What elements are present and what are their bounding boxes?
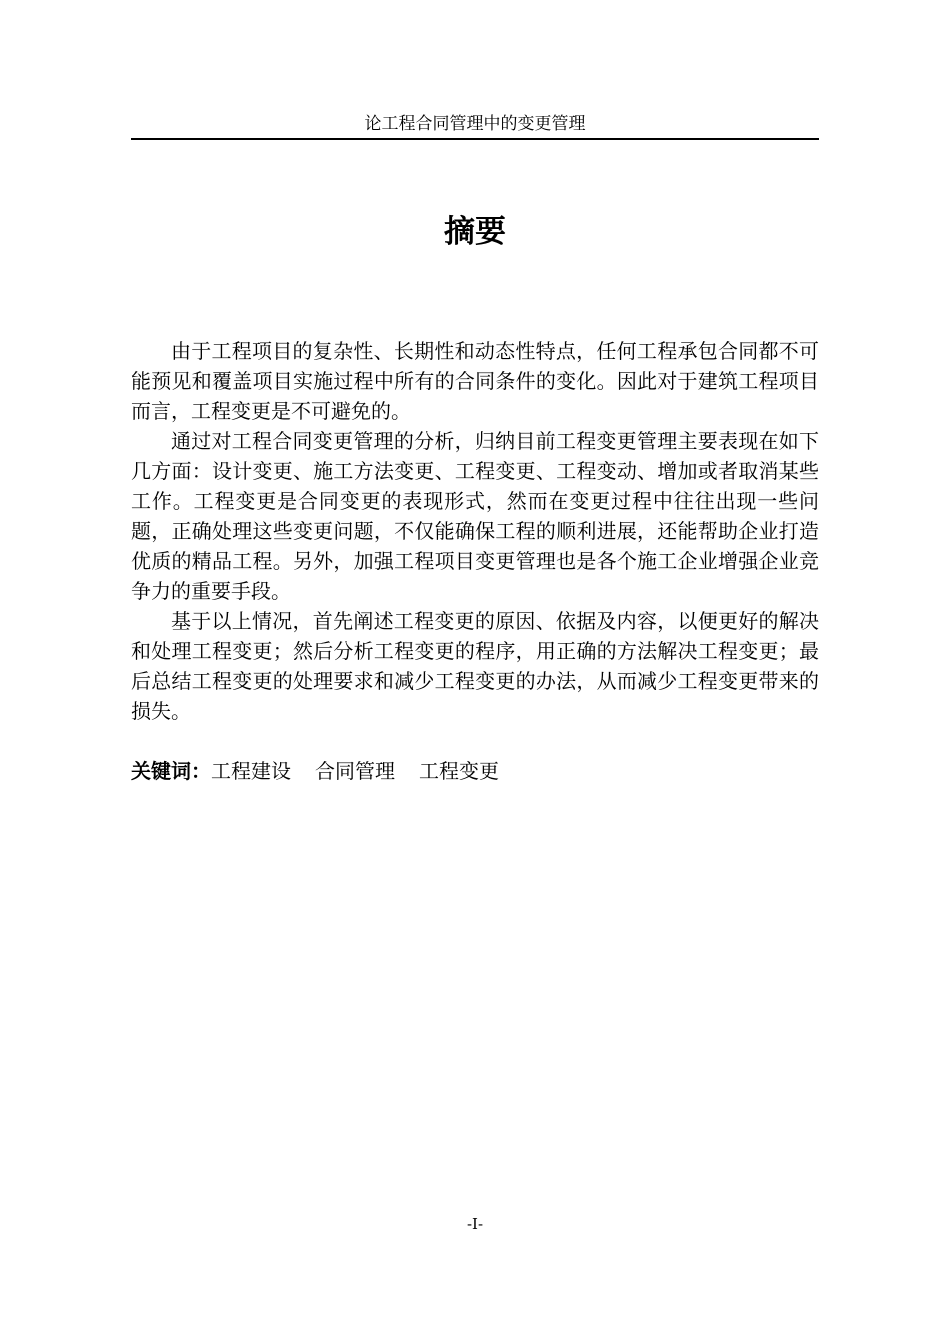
page-title: 摘要: [444, 214, 506, 250]
abstract-paragraph-3: 基于以上情况，首先阐述工程变更的原因、依据及内容，以便更好的解决和处理工程变更；然后分析工程变更的程序，用正确的方法解决工程变更；最后总结工程变更的处理要求和减少工程变更的办法，从而减少工程变更带来的损失。: [131, 609, 819, 723]
keyword-item: 工程建设: [211, 759, 291, 783]
abstract-paragraph-1: 由于工程项目的复杂性、长期性和动态性特点，任何工程承包合同都不可能预见和覆盖项目实施过程中所有的合同条件的变化。因此对于建筑工程项目而言，工程变更是不可避免的。: [131, 339, 819, 423]
page-number: -I-: [466, 1215, 484, 1233]
keywords-label: 关键词：: [131, 759, 211, 783]
keywords-line: [131, 756, 819, 786]
keyword-item: 工程变更: [419, 759, 499, 783]
abstract-paragraph-2: 通过对工程合同变更管理的分析，归纳目前工程变更管理主要表现在如下几方面：设计变更、施工方法变更、工程变更、工程变动、增加或者取消某些工作。工程变更是合同变更的表现形式，然而在变更过程中往往出现一些问题，正确处理这些变更问题，不仅能确保工程的顺利进展，还能帮助企业打造优质的精品工程。另外，加强工程项目变更管理也是各个施工企业增强企业竞争力的重要手段。: [131, 429, 819, 603]
running-header: 论工程合同管理中的变更管理: [364, 114, 586, 134]
header-rule: [131, 138, 819, 140]
abstract-body: [131, 336, 819, 726]
keyword-item: 合同管理: [315, 759, 395, 783]
